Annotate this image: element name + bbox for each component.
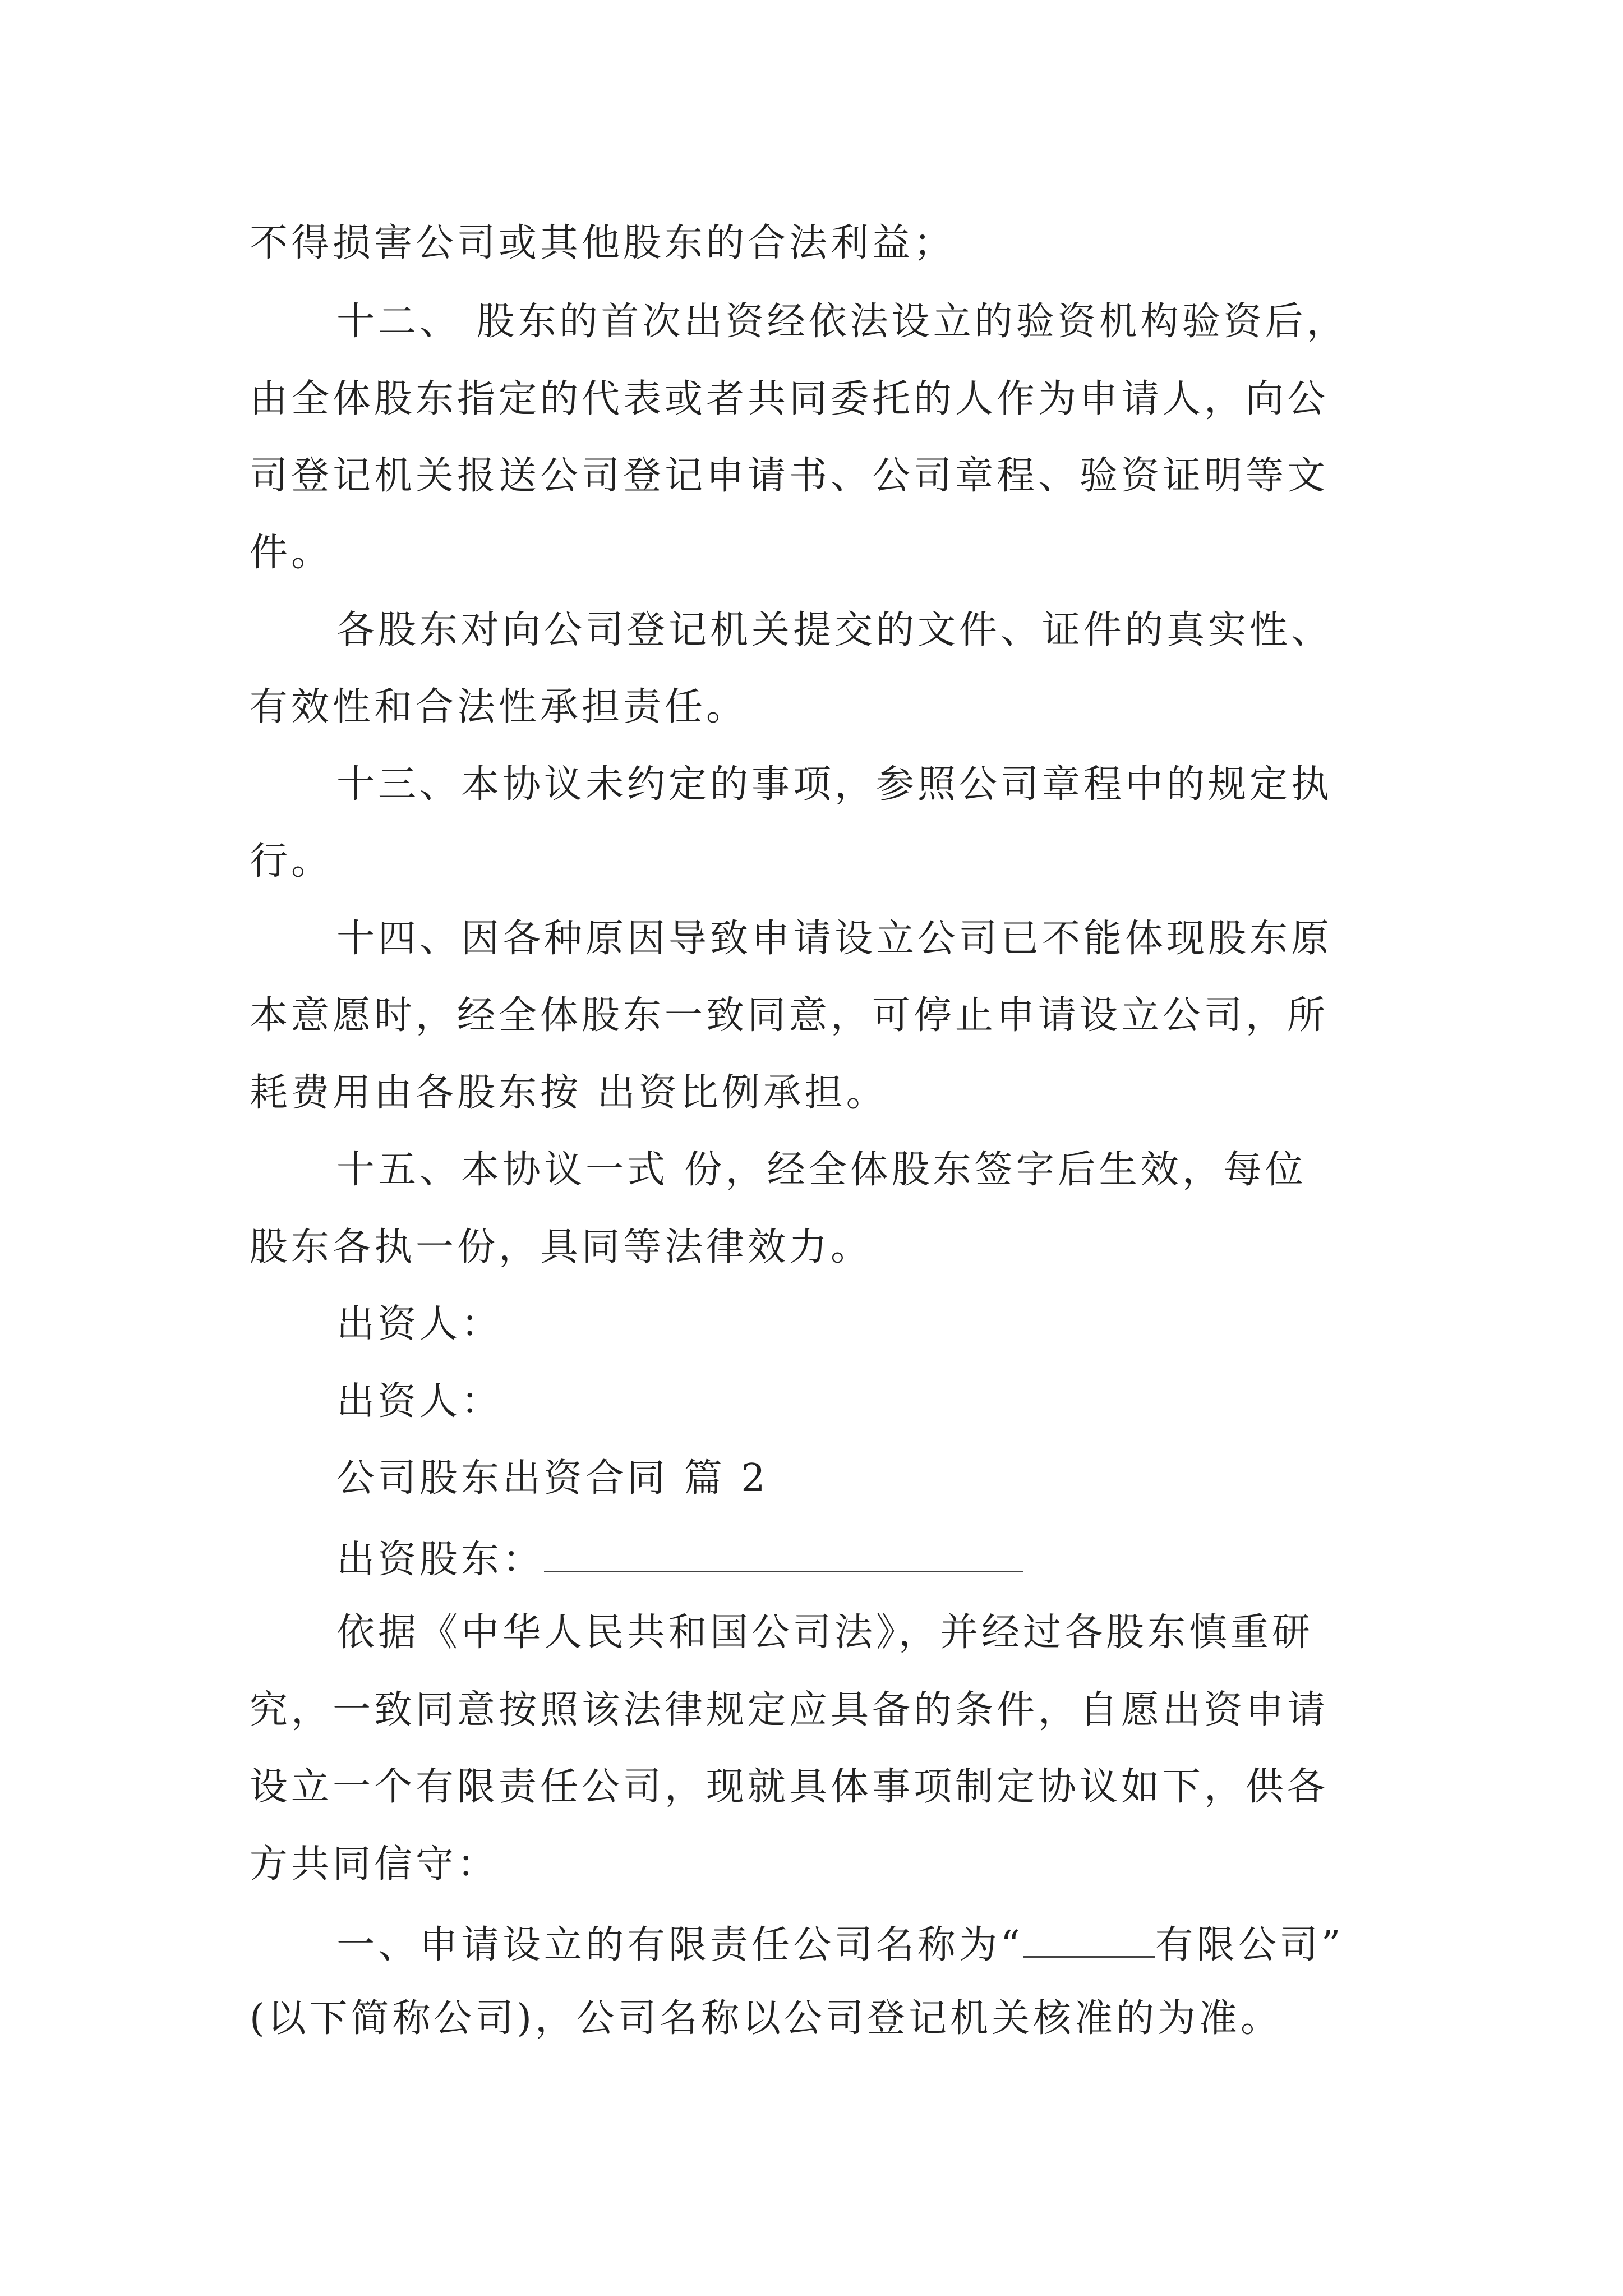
investor-shareholder-line	[336, 1537, 1023, 1582]
paragraph-start-line: 十四、因各种原因导致申请设立公司已不能体现股东原	[336, 917, 1333, 961]
company-name-line	[336, 1922, 1344, 1967]
paragraph-start-line: 十五、本协议一式 份，经全体股东签字后生效，每位	[336, 1148, 1307, 1192]
text-line: 由全体股东指定的代表或者共同委托的人作为申请人，向公	[250, 377, 1329, 421]
investor-shareholder-blank	[544, 1537, 1023, 1572]
text-line: 行。	[250, 839, 333, 884]
signature-line-investor-1: 出资人：	[336, 1302, 503, 1346]
text-line: 耗费用由各股东按 出资比例承担。	[250, 1071, 888, 1115]
paragraph-start-line: 依据《中华人民共和国公司法》，并经过各股东慎重研	[336, 1611, 1314, 1655]
paragraph-start-line: 十二、 股东的首次出资经依法设立的验资机构验资后，	[336, 300, 1348, 344]
paragraph-start-line: 十三、本协议未约定的事项，参照公司章程中的规定执	[336, 762, 1333, 807]
text-line: 件。	[250, 531, 333, 575]
signature-line-investor-2: 出资人：	[336, 1379, 503, 1424]
text-line: 方共同信守：	[250, 1842, 499, 1887]
paragraph-start-line: 各股东对向公司登记机关提交的文件、证件的真实性、	[336, 608, 1333, 652]
investor-shareholder-label: 出资股东：	[336, 1538, 545, 1582]
text-line: 本意愿时，经全体股东一致同意，可停止申请设立公司，所	[250, 993, 1329, 1038]
text-line: 司登记机关报送公司登记申请书、公司章程、验资证明等文	[250, 454, 1329, 498]
text-line: 设立一个有限责任公司，现就具体事项制定协议如下，供各	[250, 1765, 1329, 1809]
section-heading: 公司股东出资合同 篇 2	[336, 1456, 769, 1501]
company-name-suffix: 有限公司”	[1155, 1923, 1344, 1967]
text-line: (以下简称公司)，公司名称以公司登记机关核准的为准。	[250, 1996, 1283, 2041]
text-line: 不得损害公司或其他股东的合法利益；	[250, 221, 956, 265]
text-line: 究，一致同意按照该法律规定应具备的条件，自愿出资申请	[250, 1688, 1329, 1732]
text-line: 有效性和合法性承担责任。	[250, 685, 748, 729]
company-name-prefix: 一、申请设立的有限责任公司名称为“	[336, 1923, 1023, 1967]
company-name-blank	[1023, 1922, 1155, 1958]
text-line: 股东各执一份，具同等法律效力。	[250, 1225, 873, 1269]
